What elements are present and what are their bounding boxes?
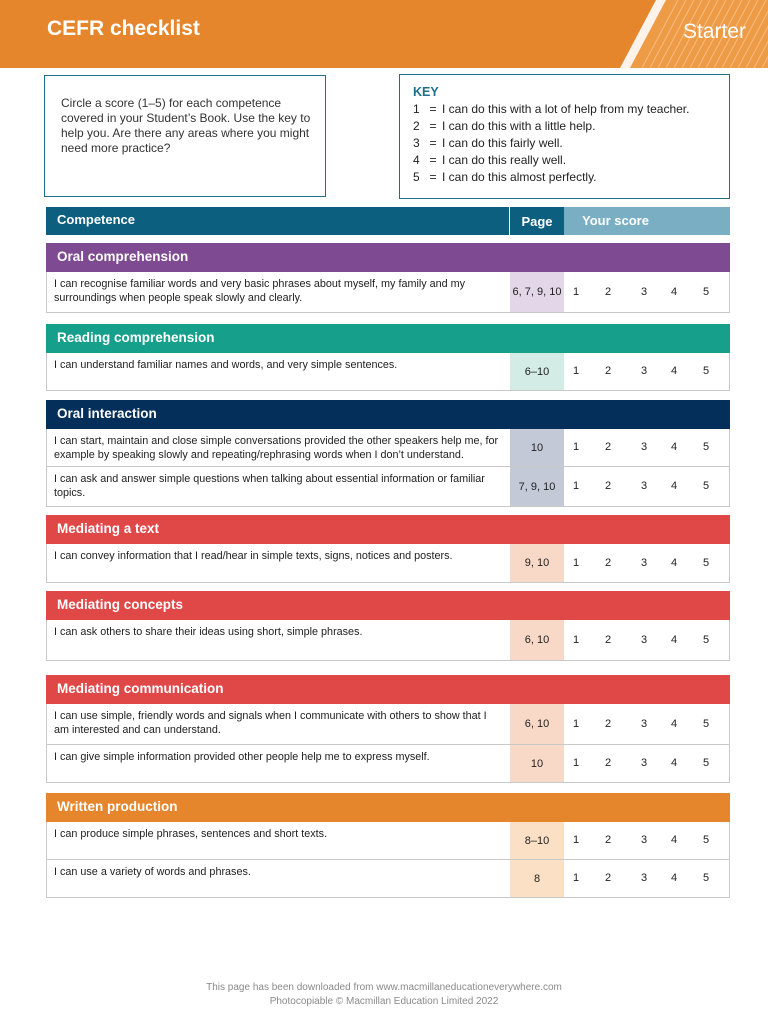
score-option-4[interactable]: 4 bbox=[671, 480, 678, 492]
key-equals: = bbox=[429, 119, 437, 133]
page-reference: 9, 10 bbox=[510, 544, 564, 582]
score-option-5[interactable]: 5 bbox=[703, 286, 710, 298]
score-option-1[interactable]: 1 bbox=[573, 441, 580, 453]
score-option-5[interactable]: 5 bbox=[703, 634, 710, 646]
score-option-5[interactable]: 5 bbox=[703, 365, 710, 377]
score-option-3[interactable]: 3 bbox=[641, 834, 648, 846]
score-option-5[interactable]: 5 bbox=[703, 834, 710, 846]
key-row bbox=[413, 102, 689, 116]
score-option-4[interactable]: 4 bbox=[671, 557, 678, 569]
table-row bbox=[46, 704, 730, 745]
key-row bbox=[413, 136, 563, 150]
key-row bbox=[413, 153, 566, 167]
score-option-1[interactable]: 1 bbox=[573, 286, 580, 298]
score-option-3[interactable]: 3 bbox=[641, 634, 648, 646]
score-option-1[interactable]: 1 bbox=[573, 872, 580, 884]
page-title: CEFR checklist bbox=[47, 17, 200, 40]
instructions-box bbox=[44, 75, 326, 197]
page-reference: 8–10 bbox=[510, 822, 564, 859]
key-row bbox=[413, 170, 597, 184]
score-option-3[interactable]: 3 bbox=[641, 480, 648, 492]
table-row bbox=[46, 860, 730, 898]
section-header-mediating-a-text: Mediating a text bbox=[46, 515, 730, 544]
level-label: Starter bbox=[682, 20, 746, 43]
key-equals: = bbox=[429, 170, 437, 184]
table-row bbox=[46, 822, 730, 860]
key-description: I can do this really well. bbox=[442, 153, 567, 167]
key-row bbox=[413, 119, 595, 133]
score-option-3[interactable]: 3 bbox=[641, 718, 648, 730]
page-reference: 10 bbox=[510, 745, 564, 782]
key-score: 3 bbox=[413, 136, 420, 150]
score-option-2[interactable]: 2 bbox=[605, 441, 612, 453]
score-option-1[interactable]: 1 bbox=[573, 557, 580, 569]
table-row bbox=[46, 272, 730, 313]
section-header-reading-comprehension: Reading comprehension bbox=[46, 324, 730, 353]
page-reference: 7, 9, 10 bbox=[510, 467, 564, 506]
key-score: 5 bbox=[413, 170, 420, 184]
score-option-4[interactable]: 4 bbox=[671, 872, 678, 884]
competence-statement: I can start, maintain and close simple conversations provided the other speakers help me, for example by speaking slowly and repeating/rephrasing words when I don’t understand. bbox=[54, 435, 499, 461]
footer-copyright: Photocopiable © Macmillan Education Limited 2022 bbox=[269, 996, 499, 1007]
score-option-2[interactable]: 2 bbox=[605, 757, 612, 769]
page-reference: 6–10 bbox=[510, 353, 564, 390]
score-option-5[interactable]: 5 bbox=[703, 718, 710, 730]
key-title: KEY bbox=[413, 85, 439, 99]
page-reference: 6, 7, 9, 10 bbox=[510, 272, 564, 312]
score-option-4[interactable]: 4 bbox=[671, 718, 678, 730]
section-header-mediating-concepts: Mediating concepts bbox=[46, 591, 730, 620]
page-reference: 8 bbox=[510, 860, 564, 897]
score-option-5[interactable]: 5 bbox=[703, 480, 710, 492]
table-row bbox=[46, 544, 730, 583]
competence-statement: I can give simple information provided other people help me to express myself. bbox=[54, 751, 430, 763]
key-equals: = bbox=[429, 136, 437, 150]
score-option-1[interactable]: 1 bbox=[573, 365, 580, 377]
score-option-2[interactable]: 2 bbox=[605, 286, 612, 298]
table-row bbox=[46, 745, 730, 783]
table-row bbox=[46, 620, 730, 661]
score-option-4[interactable]: 4 bbox=[671, 441, 678, 453]
table-row bbox=[46, 353, 730, 391]
key-score: 1 bbox=[413, 102, 420, 116]
key-description: I can do this with a little help. bbox=[442, 119, 596, 133]
score-option-2[interactable]: 2 bbox=[605, 872, 612, 884]
score-option-4[interactable]: 4 bbox=[671, 834, 678, 846]
score-option-5[interactable]: 5 bbox=[703, 757, 710, 769]
score-option-1[interactable]: 1 bbox=[573, 834, 580, 846]
score-option-3[interactable]: 3 bbox=[641, 286, 648, 298]
competence-statement: I can ask others to share their ideas using short, simple phrases. bbox=[54, 626, 363, 638]
page-reference: 10 bbox=[510, 429, 564, 466]
column-header-competence: Competence bbox=[46, 207, 509, 235]
table-header bbox=[46, 207, 730, 235]
competence-statement: I can use simple, friendly words and signals when I communicate with others to show that I am interested and can understand. bbox=[54, 710, 487, 736]
score-option-2[interactable]: 2 bbox=[605, 480, 612, 492]
key-description: I can do this almost perfectly. bbox=[442, 170, 597, 184]
competence-statement: I can convey information that I read/hear in simple texts, signs, notices and posters. bbox=[54, 550, 453, 562]
score-option-2[interactable]: 2 bbox=[605, 365, 612, 377]
page-header bbox=[0, 0, 768, 68]
competence-statement: I can ask and answer simple questions when talking about essential information or familiar topics. bbox=[54, 473, 485, 499]
score-option-3[interactable]: 3 bbox=[641, 441, 648, 453]
competence-statement: I can use a variety of words and phrases. bbox=[54, 866, 251, 878]
key-score: 2 bbox=[413, 119, 420, 133]
table-row bbox=[46, 429, 730, 467]
score-option-5[interactable]: 5 bbox=[703, 441, 710, 453]
competence-statement: I can understand familiar names and words, and very simple sentences. bbox=[54, 359, 398, 371]
key-equals: = bbox=[429, 153, 437, 167]
score-option-1[interactable]: 1 bbox=[573, 480, 580, 492]
score-option-2[interactable]: 2 bbox=[605, 718, 612, 730]
section-header-oral-comprehension: Oral comprehension bbox=[46, 243, 730, 272]
instructions-text: Circle a score (1–5) for each competence covered in your Student’s Book. Use the key to help you. Are there any areas where you might need more practice? bbox=[61, 96, 311, 155]
key-description: I can do this with a lot of help from my teacher. bbox=[442, 102, 690, 116]
score-option-5[interactable]: 5 bbox=[703, 872, 710, 884]
score-option-1[interactable]: 1 bbox=[573, 757, 580, 769]
section-header-written-production: Written production bbox=[46, 793, 730, 822]
score-option-4[interactable]: 4 bbox=[671, 365, 678, 377]
score-option-5[interactable]: 5 bbox=[703, 557, 710, 569]
key-description: I can do this fairly well. bbox=[442, 136, 563, 150]
score-option-2[interactable]: 2 bbox=[605, 634, 612, 646]
footer-download-note: This page has been downloaded from www.macmillaneducationeverywhere.com bbox=[206, 982, 562, 993]
competence-statement: I can recognise familiar words and very basic phrases about myself, my family and my surroundings when people speak slowly and clearly. bbox=[54, 278, 466, 304]
score-option-2[interactable]: 2 bbox=[605, 834, 612, 846]
score-option-3[interactable]: 3 bbox=[641, 757, 648, 769]
key-equals: = bbox=[429, 102, 437, 116]
score-option-3[interactable]: 3 bbox=[641, 557, 648, 569]
column-header-page: Page bbox=[509, 207, 564, 235]
score-option-4[interactable]: 4 bbox=[671, 286, 678, 298]
page-reference: 6, 10 bbox=[510, 704, 564, 744]
score-option-1[interactable]: 1 bbox=[573, 634, 580, 646]
table-row bbox=[46, 467, 730, 507]
key-box bbox=[399, 74, 730, 199]
score-option-1[interactable]: 1 bbox=[573, 718, 580, 730]
score-option-2[interactable]: 2 bbox=[605, 557, 612, 569]
page-reference: 6, 10 bbox=[510, 620, 564, 660]
score-option-4[interactable]: 4 bbox=[671, 634, 678, 646]
section-header-mediating-communication: Mediating communication bbox=[46, 675, 730, 704]
score-option-3[interactable]: 3 bbox=[641, 365, 648, 377]
section-header-oral-interaction: Oral interaction bbox=[46, 400, 730, 429]
score-option-3[interactable]: 3 bbox=[641, 872, 648, 884]
key-score: 4 bbox=[413, 153, 420, 167]
score-option-4[interactable]: 4 bbox=[671, 757, 678, 769]
competence-statement: I can produce simple phrases, sentences and short texts. bbox=[54, 828, 328, 840]
column-header-score: Your score bbox=[564, 207, 730, 235]
